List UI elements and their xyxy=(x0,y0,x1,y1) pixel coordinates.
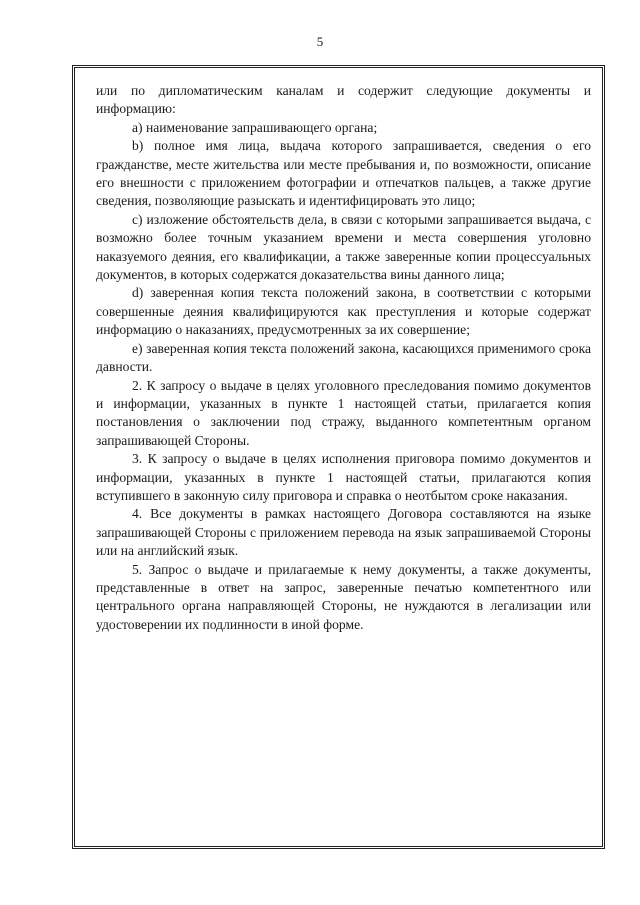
paragraph-item-e: е) заверенная копия текста положений закона, касающихся применимого срока давности. xyxy=(96,340,591,375)
paragraph-clause-4: 4. Все документы в рамках настоящего Договора составляются на языке запрашивающей Стороны с приложением перевода на язык запрашиваемой Стороны или на английский язык. xyxy=(96,506,591,559)
paragraph-item-c: c) изложение обстоятельств дела, в связи с которыми запрашивается выдача, с возможно более точным указанием времени и места совершения уголовно наказуемого деяния, его квалификации, а также заверенные копии процессуальных документов, в которых содержатся доказательства вины данного лица; xyxy=(96,211,591,283)
paragraph-clause-3: 3. К запросу о выдаче в целях исполнения приговора помимо документов и информации, указанных в пункте 1 настоящей статьи, прилагаются копия вступившего в законную силу приговора и справка о неотбытом сроке наказания. xyxy=(96,451,591,503)
paragraph-clause-2: 2. К запросу о выдаче в целях уголовного преследования помимо документов и информации, указанных в пункте 1 настоящей статьи, прилагается копия постановления о заключении под стражу, выданного компетентным органом запрашивающей Стороны. xyxy=(96,377,591,448)
document-body xyxy=(96,82,591,634)
paragraph-item-a: а) наименование запрашивающего органа; xyxy=(132,119,378,135)
page-number: 5 xyxy=(316,34,324,49)
paragraph-item-b: b) полное имя лица, выдача которого запрашивается, сведения о его гражданстве, месте жительства или месте пребывания и, по возможности, описание его внешности с приложением фотографии и отпечатков пальцев, а также другие сведения, позволяющие разыскать и идентифицировать это лицо; xyxy=(96,138,591,209)
paragraph-item-d: d) заверенная копия текста положений закона, в соответствии с которыми совершенные деяния квалифицируются как преступления и которые содержат информацию о наказаниях, предусмотренных за их совершение; xyxy=(96,285,591,338)
paragraph-clause-5: 5. Запрос о выдаче и прилагаемые к нему документы, а также документы, представленные в ответ на запрос, заверенные печатью компетентного или центрального органа направляющей Стороны, не нуждаются в легализации или удостоверении их подлинности в иной форме. xyxy=(96,561,591,632)
paragraph-continuation: или по дипломатическим каналам и содержит следующие документы и информацию: xyxy=(96,83,591,117)
